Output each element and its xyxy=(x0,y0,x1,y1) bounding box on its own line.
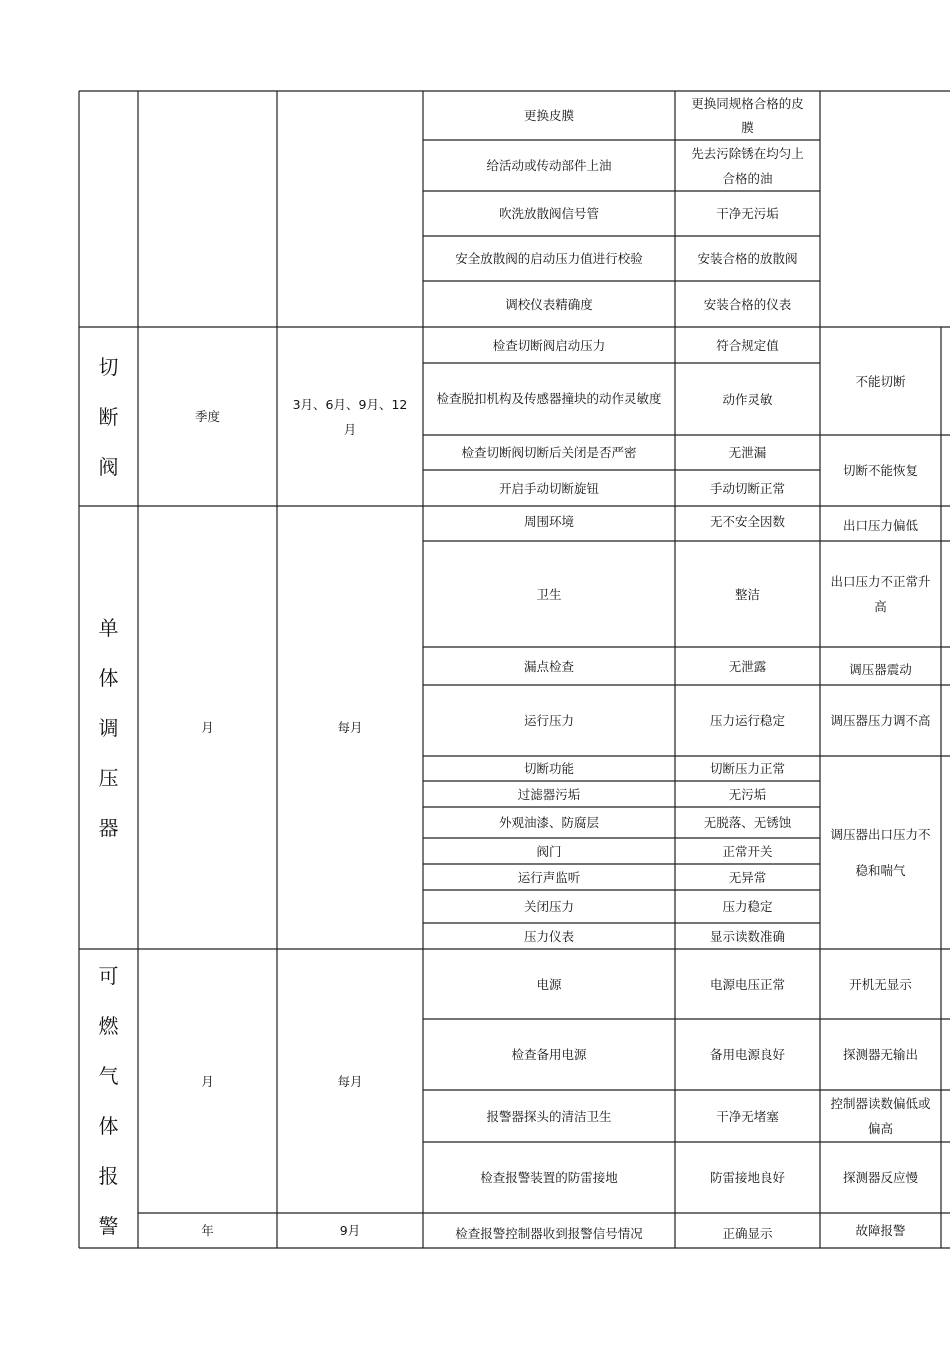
category-char: 调 xyxy=(98,715,119,740)
item-cell: 给活动或传动部件上油 xyxy=(486,158,612,173)
fault-cell: 故障报警 xyxy=(855,1223,906,1238)
standard-cell: 干净无污垢 xyxy=(716,206,779,221)
item-cell: 卫生 xyxy=(536,586,562,602)
item-cell: 安全放散阀的启动压力值进行校验 xyxy=(455,251,643,266)
item-cell: 报警器探头的清洁卫生 xyxy=(486,1108,612,1124)
item-cell: 运行声监听 xyxy=(517,869,581,885)
item-cell: 关闭压力 xyxy=(523,899,574,914)
standard-cell: 干净无堵塞 xyxy=(716,1108,779,1124)
item-cell: 运行压力 xyxy=(523,713,574,728)
standard-cell: 正常开关 xyxy=(722,843,773,859)
item-cell: 检查脱扣机构及传感器撞块的动作灵敏度 xyxy=(436,391,662,406)
standard-cell: 整洁 xyxy=(734,586,760,602)
item-cell: 外观油漆、防腐层 xyxy=(498,815,599,830)
standard-cell: 压力运行稳定 xyxy=(709,713,785,728)
standard-cell: 备用电源良好 xyxy=(709,1047,785,1062)
standard-cell: 正确显示 xyxy=(722,1226,773,1241)
standard-cell: 安装合格的放散阀 xyxy=(697,251,798,266)
fault-cell: 调压器出口压力不稳和喘气 xyxy=(830,826,931,878)
category-char: 燃 xyxy=(98,1014,119,1038)
category-char: 体 xyxy=(98,1114,119,1138)
item-cell: 压力仪表 xyxy=(523,928,574,944)
category-char: 压 xyxy=(98,765,119,790)
item-cell: 检查报警装置的防雷接地 xyxy=(480,1170,618,1185)
fault-cell: 控制器读数偏低或偏高 xyxy=(830,1096,931,1136)
fault-cell: 调压器压力调不高 xyxy=(830,712,931,728)
standard-cell: 无不安全因数 xyxy=(709,514,785,529)
cycle-cell: 月 xyxy=(201,720,214,735)
category-char: 阀 xyxy=(98,454,119,479)
item-cell: 阀门 xyxy=(536,843,562,859)
standard-cell: 无泄漏 xyxy=(728,445,767,460)
standard-cell: 安装合格的仪表 xyxy=(703,296,792,312)
standard-cell: 防雷接地良好 xyxy=(709,1170,785,1185)
item-cell: 周围环境 xyxy=(523,514,574,529)
standard-cell: 无污垢 xyxy=(728,786,767,802)
fault-cell: 不能切断 xyxy=(855,373,906,389)
item-cell: 检查报警控制器收到报警信号情况 xyxy=(455,1226,643,1241)
time-cell: 3月、6月、9月、12月 xyxy=(292,396,408,437)
category-gas-alarm xyxy=(79,949,138,1248)
category-cutoff-valve xyxy=(79,327,138,506)
time-cell: 每月 xyxy=(337,1073,363,1089)
category-char: 体 xyxy=(98,665,119,690)
standard-cell: 符合规定值 xyxy=(716,337,779,353)
standard-cell: 更换同规格合格的皮膜 xyxy=(691,95,804,135)
cycle-cell: 月 xyxy=(201,1073,214,1089)
category-char: 器 xyxy=(98,815,119,840)
item-cell: 漏点检查 xyxy=(523,658,574,674)
category-char: 单 xyxy=(98,615,119,640)
fault-cell: 切断不能恢复 xyxy=(842,463,918,478)
standard-cell: 显示读数准确 xyxy=(709,928,785,944)
standard-cell: 无异常 xyxy=(728,869,767,885)
time-cell: 9月 xyxy=(339,1223,361,1238)
category-char: 可 xyxy=(98,964,119,988)
standard-cell: 先去污除锈在均匀上合格的油 xyxy=(691,145,804,186)
item-cell: 更换皮膜 xyxy=(523,108,574,123)
item-cell: 过滤器污垢 xyxy=(517,786,581,802)
fault-cell: 探测器无输出 xyxy=(842,1047,918,1062)
standard-cell: 切断压力正常 xyxy=(709,761,785,776)
item-cell: 调校仪表精确度 xyxy=(505,296,593,312)
fault-cell: 出口压力不正常升高 xyxy=(830,574,931,614)
item-cell: 检查切断阀启动压力 xyxy=(492,337,606,353)
fault-cell: 开机无显示 xyxy=(849,976,912,992)
fault-cell: 调压器震动 xyxy=(849,661,912,677)
cycle-cell: 季度 xyxy=(194,409,220,424)
standard-cell: 无脱落、无锈蚀 xyxy=(703,815,792,830)
item-cell: 检查备用电源 xyxy=(511,1047,587,1062)
item-cell: 切断功能 xyxy=(523,761,574,776)
category-char: 断 xyxy=(98,404,119,429)
standard-cell: 无泄露 xyxy=(728,658,767,674)
time-cell: 每月 xyxy=(337,720,363,735)
fault-cell: 出口压力偏低 xyxy=(842,518,918,533)
category-char: 切 xyxy=(98,354,119,379)
item-cell: 开启手动切断旋钮 xyxy=(498,480,599,496)
category-char: 报 xyxy=(98,1164,119,1188)
cycle-cell: 年 xyxy=(201,1223,214,1238)
standard-cell: 电源电压正常 xyxy=(709,976,785,992)
standard-cell: 动作灵敏 xyxy=(722,391,773,407)
item-cell: 吹洗放散阀信号管 xyxy=(498,206,599,221)
standard-cell: 手动切断正常 xyxy=(709,480,785,496)
fault-cell: 探测器反应慢 xyxy=(842,1170,918,1185)
item-cell: 电源 xyxy=(536,976,562,992)
standard-cell: 压力稳定 xyxy=(722,899,773,914)
category-single-regulator xyxy=(79,506,138,949)
category-char: 气 xyxy=(98,1064,119,1088)
category-char: 警 xyxy=(98,1214,119,1238)
item-cell: 检查切断阀切断后关闭是否严密 xyxy=(461,445,637,460)
